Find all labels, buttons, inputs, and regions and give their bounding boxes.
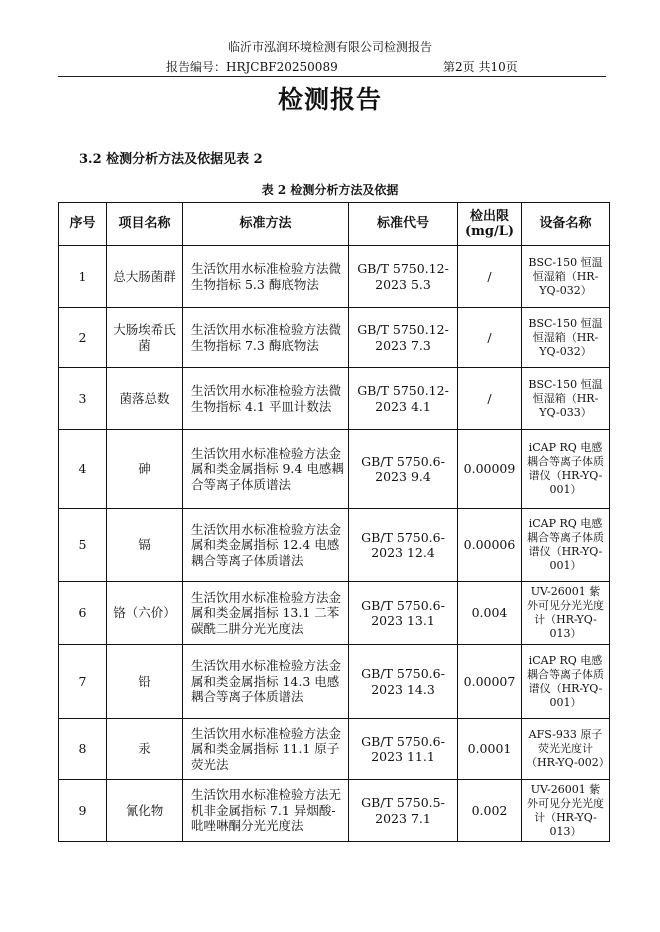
cell-method: 生活饮用水标准检验方法无机非金属指标 7.1 异烟酸-吡唑啉酮分光光度法 [183,780,349,842]
header-limit-label: 检出限 [469,208,509,224]
cell-item: 总大肠菌群 [107,246,183,308]
cell-limit: 0.0001 [458,719,522,780]
cell-no: 4 [59,430,107,509]
cell-equipment: AFS-933 原子荧光光度计（HR-YQ-002） [522,719,610,780]
cell-item: 菌落总数 [107,368,183,430]
cell-item: 汞 [107,719,183,780]
cell-no: 1 [59,246,107,308]
cell-limit: 0.00009 [458,430,522,509]
cell-equipment: iCAP RQ 电感耦合等离子体质谱仪（HR-YQ-001） [522,430,610,509]
cell-code: GB/T 5750.6-2023 12.4 [349,509,458,582]
cell-limit: 0.002 [458,780,522,842]
table-row [59,368,610,430]
cell-item: 镉 [107,509,183,582]
header-item: 项目名称 [107,203,183,246]
header-limit-unit: (mg/L) [464,224,515,239]
header-equipment: 设备名称 [522,203,610,246]
cell-item: 铅 [107,645,183,719]
cell-no: 8 [59,719,107,780]
table-row [59,509,610,582]
methods-table [58,202,610,842]
cell-item: 砷 [107,430,183,509]
table-row [59,719,610,780]
table-caption: 表 2 检测分析方法及依据 [261,183,399,197]
cell-method: 生活饮用水标准检验方法金属和类金属指标 9.4 电感耦合等离子体质谱法 [183,430,349,509]
table-row [59,582,610,645]
cell-code: GB/T 5750.6-2023 9.4 [349,430,458,509]
cell-equipment: iCAP RQ 电感耦合等离子体质谱仪（HR-YQ-001） [522,645,610,719]
cell-limit: 0.00007 [458,645,522,719]
cell-equipment: iCAP RQ 电感耦合等离子体质谱仪（HR-YQ-001） [522,509,610,582]
table-row [59,430,610,509]
cell-no: 5 [59,509,107,582]
cell-code: GB/T 5750.6-2023 13.1 [349,582,458,645]
cell-code: GB/T 5750.12-2023 4.1 [349,368,458,430]
cell-method: 生活饮用水标准检验方法微生物指标 7.3 酶底物法 [183,308,349,368]
table-row [59,645,610,719]
page-indicator: 第2页 共10页 [443,60,518,74]
header-no: 序号 [59,203,107,246]
header-code: 标准代号 [349,203,458,246]
report-number: 报告编号：HRJCBF20250089 [166,60,338,74]
table-row [59,308,610,368]
cell-no: 3 [59,368,107,430]
document-title: 检测报告 [277,85,382,114]
cell-method: 生活饮用水标准检验方法金属和类金属指标 13.1 二苯碳酰二肼分光光度法 [183,582,349,645]
cell-code: GB/T 5750.6-2023 11.1 [349,719,458,780]
table-row [59,246,610,308]
cell-item: 氰化物 [107,780,183,842]
cell-limit: 0.004 [458,582,522,645]
header-method: 标准方法 [183,203,349,246]
cell-method: 生活饮用水标准检验方法微生物指标 4.1 平皿计数法 [183,368,349,430]
cell-no: 6 [59,582,107,645]
cell-code: GB/T 5750.6-2023 14.3 [349,645,458,719]
cell-equipment: BSC-150 恒温恒湿箱（HR-YQ-032） [522,246,610,308]
cell-limit: 0.00006 [458,509,522,582]
cell-no: 2 [59,308,107,368]
section-heading: 3.2 检测分析方法及依据见表 2 [79,152,263,167]
cell-equipment: BSC-150 恒温恒湿箱（HR-YQ-032） [522,308,610,368]
company-header: 临沂市泓润环境检测有限公司检测报告 [227,40,432,54]
table-header-row [59,203,610,246]
cell-limit: / [458,308,522,368]
cell-method: 生活饮用水标准检验方法微生物指标 5.3 酶底物法 [183,246,349,308]
header-divider [58,76,606,77]
header-limit [458,203,522,246]
cell-code: GB/T 5750.12-2023 5.3 [349,246,458,308]
cell-item: 大肠埃希氏菌 [107,308,183,368]
cell-item: 铬（六价） [107,582,183,645]
cell-limit: / [458,368,522,430]
cell-method: 生活饮用水标准检验方法金属和类金属指标 12.4 电感耦合等离子体质谱法 [183,509,349,582]
table-row [59,780,610,842]
cell-equipment: UV-26001 紫外可见分光光度计（HR-YQ-013） [522,780,610,842]
cell-equipment: BSC-150 恒温恒湿箱（HR-YQ-033） [522,368,610,430]
cell-method: 生活饮用水标准检验方法金属和类金属指标 14.3 电感耦合等离子体质谱法 [183,645,349,719]
cell-limit: / [458,246,522,308]
cell-no: 7 [59,645,107,719]
cell-code: GB/T 5750.12-2023 7.3 [349,308,458,368]
cell-equipment: UV-26001 紫外可见分光光度计（HR-YQ-013） [522,582,610,645]
cell-no: 9 [59,780,107,842]
cell-method: 生活饮用水标准检验方法金属和类金属指标 11.1 原子荧光法 [183,719,349,780]
cell-code: GB/T 5750.5-2023 7.1 [349,780,458,842]
